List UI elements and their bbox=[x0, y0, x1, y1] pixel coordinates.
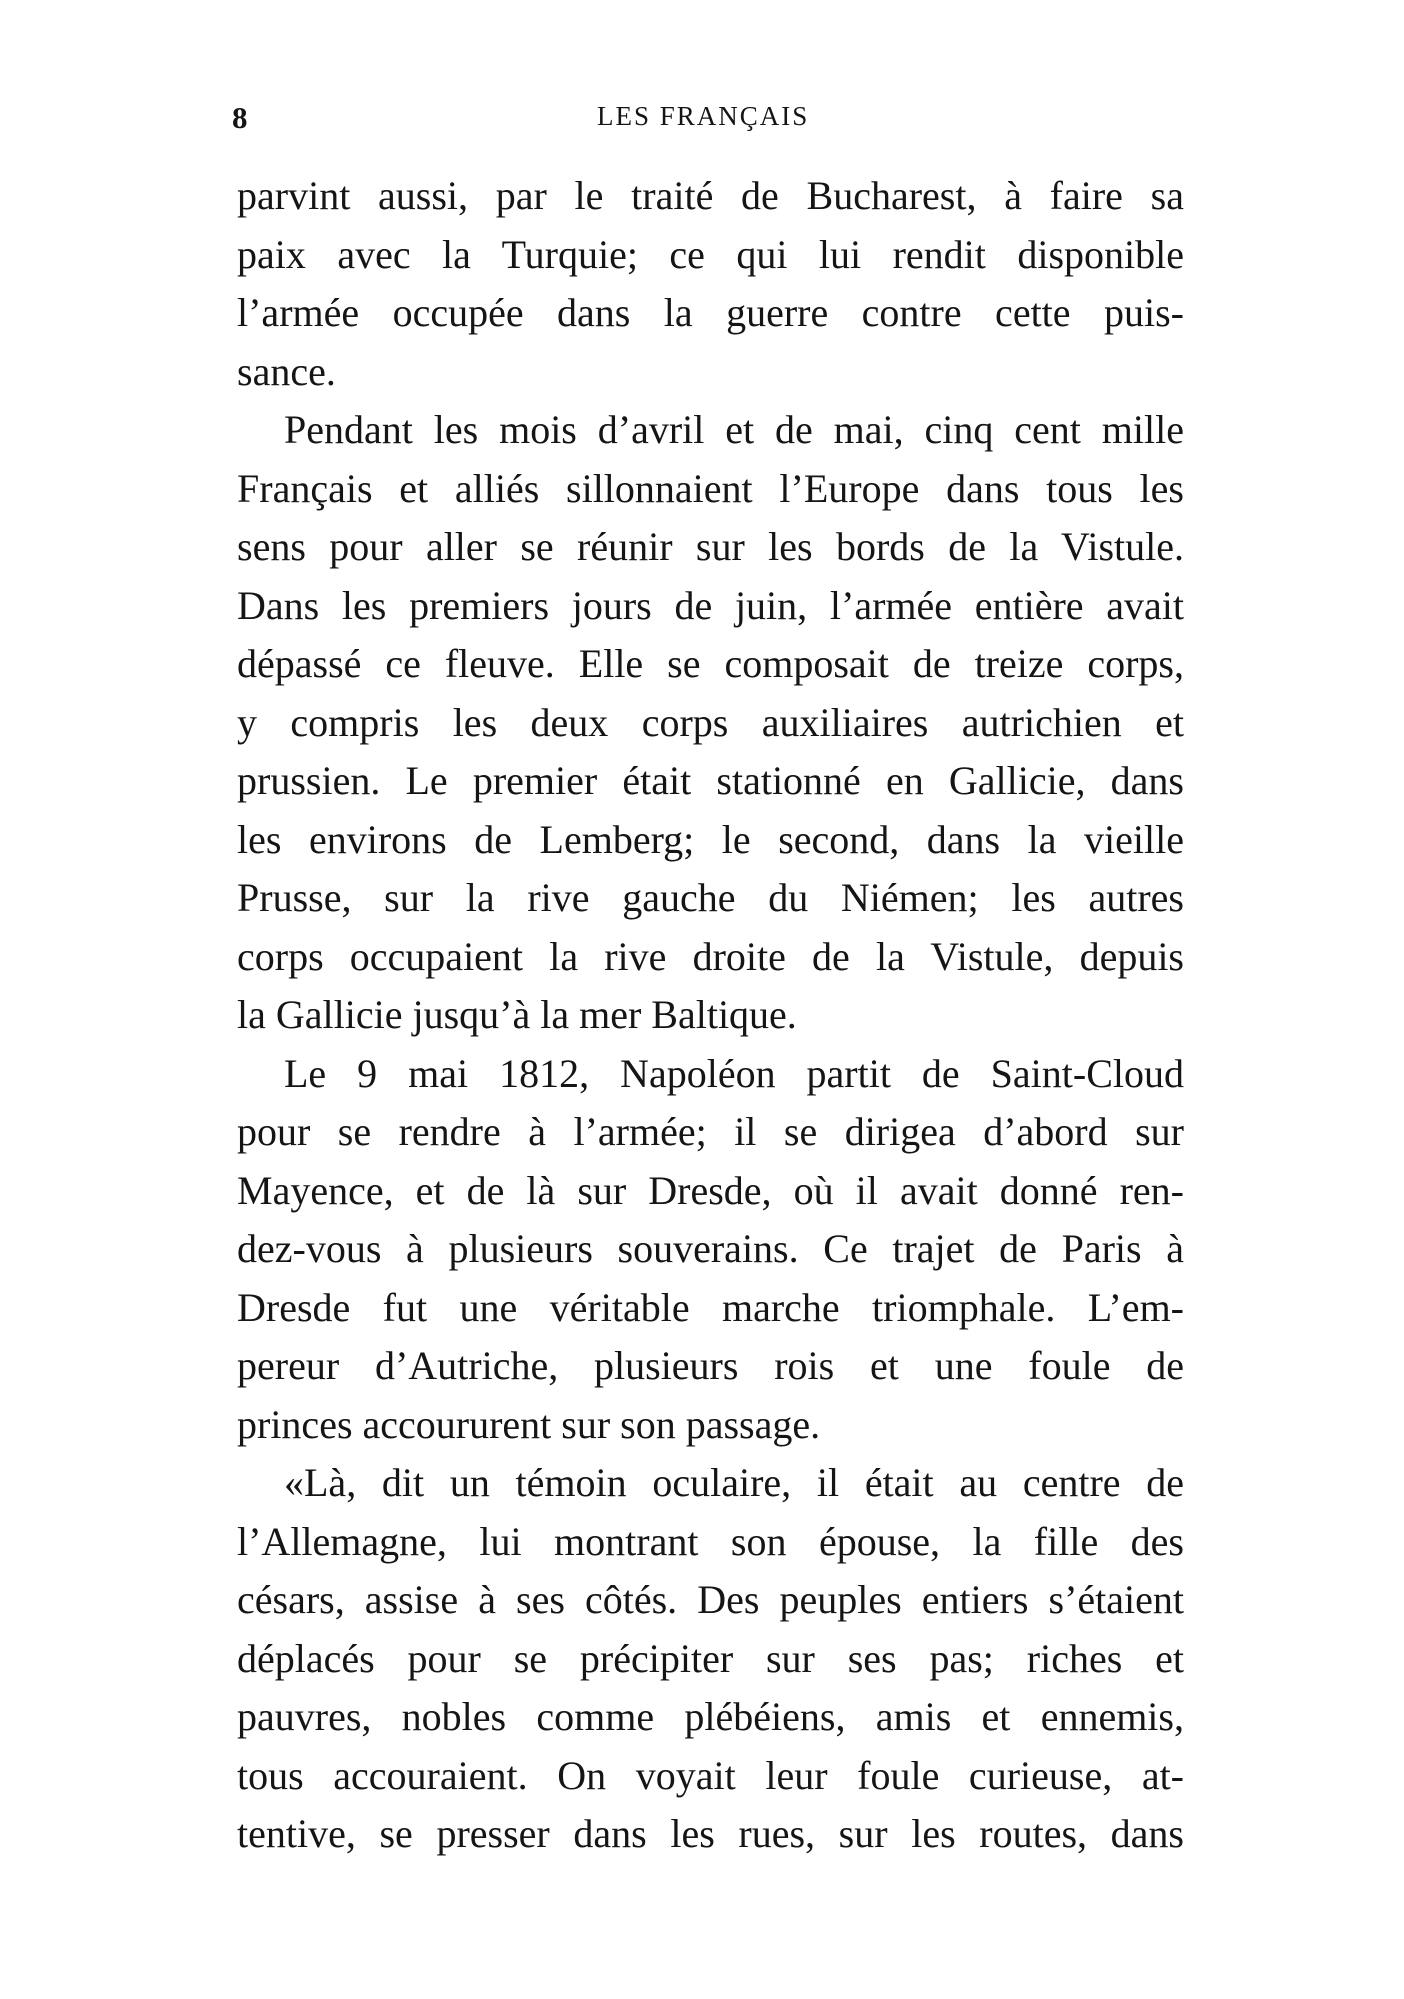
text-line: Le 9 mai 1812, Napoléon partit de Saint-Cloud bbox=[284, 1050, 1184, 1096]
text-line: Prusse, sur la rive gauche du Niémen; les autres bbox=[237, 875, 1184, 920]
text-line: Dans les premiers jours de juin, l’armée entière avait bbox=[237, 582, 1184, 628]
page-number: 8 bbox=[232, 100, 248, 135]
text-line: dépassé ce fleuve. Elle se composait de treize corps, bbox=[237, 641, 1184, 686]
text-line: Dresde fut une véritable marche triomphale. L’em- bbox=[237, 1284, 1184, 1330]
text-line: Français et alliés sillonnaient l’Europe dans tous les bbox=[237, 465, 1184, 511]
text-line: corps occupaient la rive droite de la Vistule, depuis bbox=[237, 933, 1184, 979]
body-text bbox=[237, 167, 1184, 1864]
text-line: y compris les deux corps auxiliaires autrichien et bbox=[237, 699, 1184, 745]
text-line: Pendant les mois d’avril et de mai, cinq cent mille bbox=[284, 407, 1184, 452]
text-line: césars, assise à ses côtés. Des peuples entiers s’étaient bbox=[237, 1577, 1184, 1622]
text-line: sance. bbox=[237, 348, 336, 394]
paragraph bbox=[237, 167, 1184, 401]
text-line: les environs de Lemberg; le second, dans la vieille bbox=[237, 816, 1184, 862]
text-line: pereur d’Autriche, plusieurs rois et une foule de bbox=[237, 1343, 1184, 1388]
paragraph bbox=[237, 1454, 1184, 1864]
paragraph bbox=[237, 1045, 1184, 1455]
text-line: parvint aussi, par le traité de Bucharest, à faire sa bbox=[237, 173, 1184, 218]
text-line: tentive, se presser dans les rues, sur les routes, dans bbox=[237, 1811, 1184, 1856]
text-line: dez-vous à plusieurs souverains. Ce trajet de Paris à bbox=[237, 1226, 1184, 1271]
text-line: l’Allemagne, lui montrant son épouse, la fille des bbox=[237, 1518, 1184, 1564]
text-line: pauvres, nobles comme plébéiens, amis et ennemis, bbox=[237, 1694, 1184, 1739]
text-line: déplacés pour se précipiter sur ses pas; riches et bbox=[237, 1635, 1184, 1681]
text-line: Mayence, et de là sur Dresde, où il avait donné ren- bbox=[237, 1167, 1184, 1213]
running-head: LES FRANÇAIS bbox=[597, 101, 810, 131]
text-line: princes accoururent sur son passage. bbox=[237, 1401, 821, 1447]
text-line: pour se rendre à l’armée; il se dirigea d’abord sur bbox=[237, 1109, 1184, 1154]
text-line: paix avec la Turquie; ce qui lui rendit disponible bbox=[237, 231, 1184, 277]
text-line: prussien. Le premier était stationné en Gallicie, dans bbox=[237, 758, 1184, 803]
text-line: l’armée occupée dans la guerre contre cette puis- bbox=[237, 290, 1184, 335]
text-line: tous accouraient. On voyait leur foule curieuse, at- bbox=[237, 1752, 1184, 1798]
text-line: la Gallicie jusqu’à la mer Baltique. bbox=[237, 992, 797, 1037]
text-line: sens pour aller se réunir sur les bords de la Vistule. bbox=[237, 524, 1184, 569]
text-line: «Là, dit un témoin oculaire, il était au centre de bbox=[284, 1460, 1184, 1505]
paragraph bbox=[237, 401, 1184, 1045]
